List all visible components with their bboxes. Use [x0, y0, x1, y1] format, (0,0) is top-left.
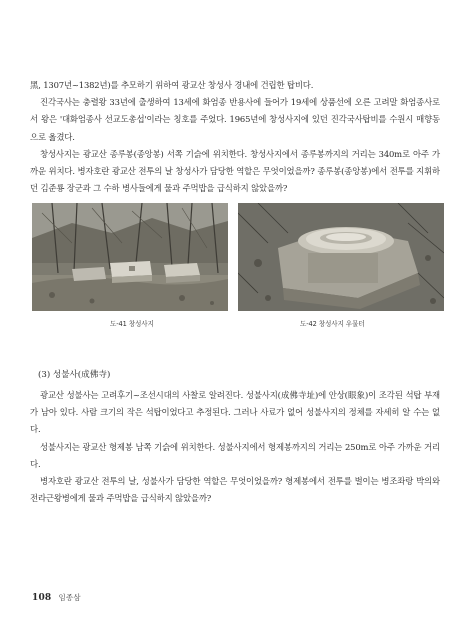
photo-changseongsa-well: [238, 203, 444, 311]
paragraph-changseongsa: 창성사지는 광교산 종루봉(종앙봉) 서쪽 기슭에 위치한다. 창성사지에서 종루봉까지의 거리는 340m로 아주 가까운 위치다. 병자호란 광교산 전투의 날 창성사가 담당한 역할은 무엇이었을까? 종루봉(종앙봉)에서 전투를 지휘하던 김준룡 장군과 그 수하 병사들에게 물과 주먹밥을 급식하지 않았을까?: [30, 148, 440, 194]
paragraph-jingak: 진각국사는 충렬왕 33년에 출생하여 13세에 화엄종 반용사에 들어가 19세에 상품선에 오른 고려말 화엄종사로서 왕은 '대화엄종사 선교도총섭'이라는 칭호를 주었다. 1965년에 창성사지에 있던 진각국사탑비를 수원시 매향동으로 옮겼다.: [30, 97, 440, 142]
paragraph-seongbulsa-location: 성불사지는 광교산 형제봉 남쪽 기슭에 위치한다. 성불사지에서 형제봉까지의 거리는 250m로 아주 가까운 거리다.: [30, 441, 440, 469]
page-number: 108: [32, 593, 52, 603]
paragraph-continuation: 黑, 1307년~1382년)를 추모하기 위하여 광교산 창성사 경내에 건립한 탑비다.: [30, 80, 314, 90]
figure-caption-41: 도-41 창성사지: [110, 320, 154, 328]
section-heading: (3) 성불사(成佛寺): [38, 370, 111, 380]
photo-changseongsa-site: [32, 203, 228, 311]
paragraph-seongbulsa-role: 병자호란 광교산 전투의 날, 성불사가 담당한 역할은 무엇이었을까? 형제봉에서 전투를 벌이는 병조좌랑 박의와 전라근왕병에게 물과 주먹밥을 급식하지 않았을까?: [30, 476, 440, 504]
top-text-block: [30, 77, 440, 197]
figure-caption-42: 도-42 창성사지 우물터: [300, 320, 365, 328]
page-footer: [32, 592, 81, 603]
paragraph-seongbulsa: 광교산 성불사는 고려후기~조선시대의 사찰로 알려진다. 성불사지(成佛寺址)에 안상(眼象)이 조각된 석탑 부재가 남아 있다. 사람 크기의 작은 석탑이었다고 추정된다. 그러나 사료가 없어 성불사지의 정체를 자세히 알 수는 없다.: [30, 390, 440, 435]
running-title: 임종삼: [58, 593, 81, 602]
bottom-text-block: [30, 387, 440, 507]
